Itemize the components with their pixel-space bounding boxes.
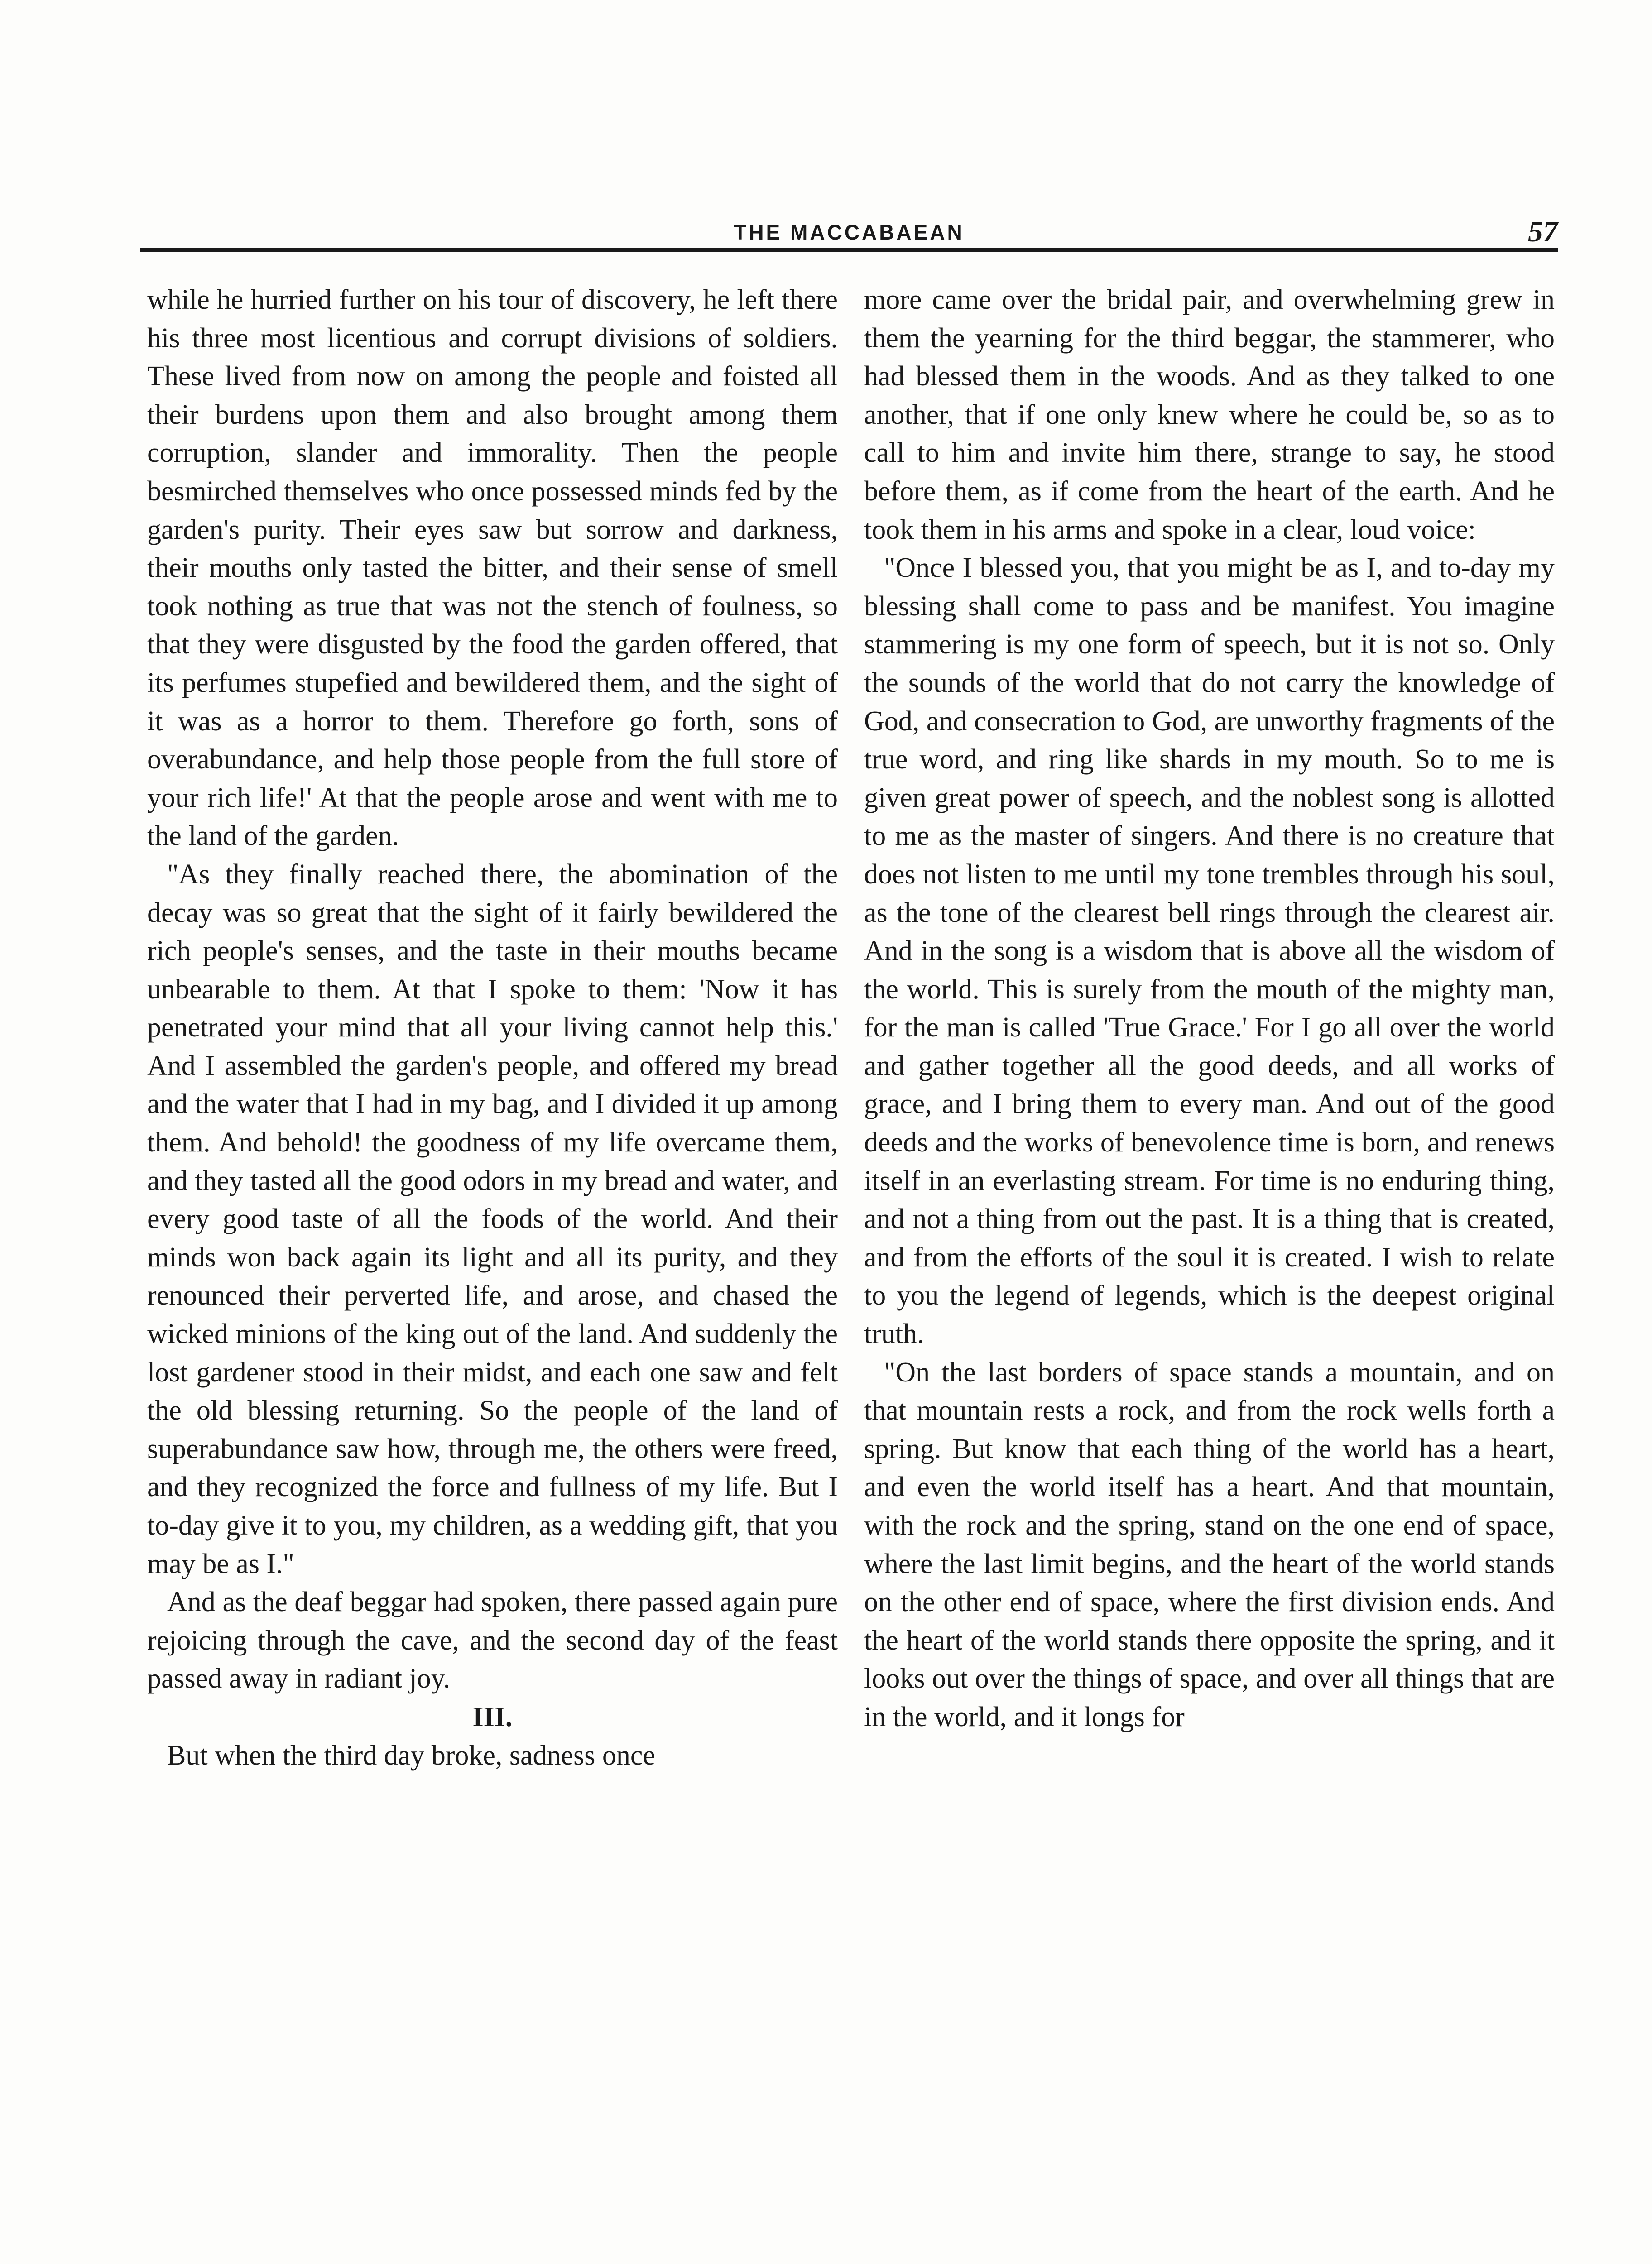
paragraph: "Once I blessed you, that you might be as I, and to-day my blessing shall come to pass and be manifest. You imagine stammering is my one form of speech, but it is not so. Only the sounds of the world that do not carry the knowledge of God, and consecration to God, are unworthy fragments of the true word, and ring like shards in my mouth. So to me is given great power of speech, and the noblest song is allotted to me as the master of singers. And there is no creature that does not listen to me until my tone trembles through his soul, as the tone of the clearest bell rings through the clearest air. And in the song is a wisdom that is above all the wisdom of the world. This is surely from the mouth of the mighty man, for the man is called 'True Grace.' For I go all over the world and gather together all the good deeds, and all works of grace, and I bring them to every man. And out of the good deeds and the works of benevolence time is born, and renews itself in an everlasting stream. For time is no enduring thing, and not a thing from out the past. It is a thing that is created, and from the efforts of the soul it is created. I wish to relate to you the legend of legends, which is the deepest original truth.: [864, 552, 1555, 1350]
header-rule: [140, 248, 1558, 252]
journal-title: THE MACCABAEAN: [734, 221, 965, 244]
page-number: 57: [1528, 215, 1558, 248]
running-header: [140, 216, 1558, 253]
paragraph: "On the last borders of space stands a mountain, and on that mountain rests a rock, and from the rock wells forth a spring. But know that each thing of the world has a heart, and even the world itself has a heart. And that mountain, with the rock and the spring, stand on the one end of space, where the last limit begins, and the heart of the world stands on the other end of space, where the first division ends. And the heart of the world stands there opposite the spring, and it looks out over the things of space, and over all things that are in the world, and it longs for: [864, 1357, 1555, 1732]
left-column: [147, 281, 838, 1775]
section-heading: III.: [472, 1701, 513, 1732]
paragraph: "As they finally reached there, the abomination of the decay was so great that the sight of it fairly bewildered the rich people's senses, and the taste in their mouths became unbearable to them. At that I spoke to them: 'Now it has penetrated your mind that all your living cannot help this.' And I assembled the garden's people, and offered my bread and the water that I had in my bag, and I divided it up among them. And behold! the goodness of my life overcame them, and they tasted all the good odors in my bread and water, and every good taste of all the foods of the world. And their minds won back again its light and all its purity, and they renounced their perverted life, and arose, and chased the wicked minions of the king out of the land. And suddenly the lost gardener stood in their midst, and each one saw and felt the old blessing returning. So the people of the land of superabundance saw how, through me, the others were freed, and they recognized the force and fullness of my life. But I to-day give it to you, my children, as a wedding gift, that you may be as I.": [147, 859, 838, 1579]
paragraph: And as the deaf beggar had spoken, there passed again pure rejoicing through the cave, and the second day of the feast passed away in radiant joy.: [147, 1587, 838, 1694]
paragraph: while he hurried further on his tour of discovery, he left there his three most licentious and corrupt divisions of soldiers. These lived from now on among the people and foisted all their burdens upon them and also brought among them corruption, slander and immorality. Then the people besmirched themselves who once possessed minds fed by the garden's purity. Their eyes saw but sorrow and darkness, their mouths only tasted the bitter, and their sense of smell took nothing as true that was not the stench of foulness, so that they were disgusted by the food the garden offered, that its perfumes stupefied and bewildered them, and the sight of it was as a horror to them. Therefore go forth, sons of overabundance, and help those people from the full store of your rich life!' At that the people arose and went with me to the land of the garden.: [147, 284, 838, 852]
paragraph: more came over the bridal pair, and overwhelming grew in them the yearning for the third beggar, the stammerer, who had blessed them in the woods. And as they talked to one another, that if one only knew where he could be, so as to call to him and invite him there, strange to say, he stood before them, as if come from the heart of the earth. And he took them in his arms and spoke in a clear, loud voice:: [864, 284, 1555, 545]
right-column: [864, 281, 1555, 1736]
paragraph: But when the third day broke, sadness once: [167, 1740, 655, 1771]
